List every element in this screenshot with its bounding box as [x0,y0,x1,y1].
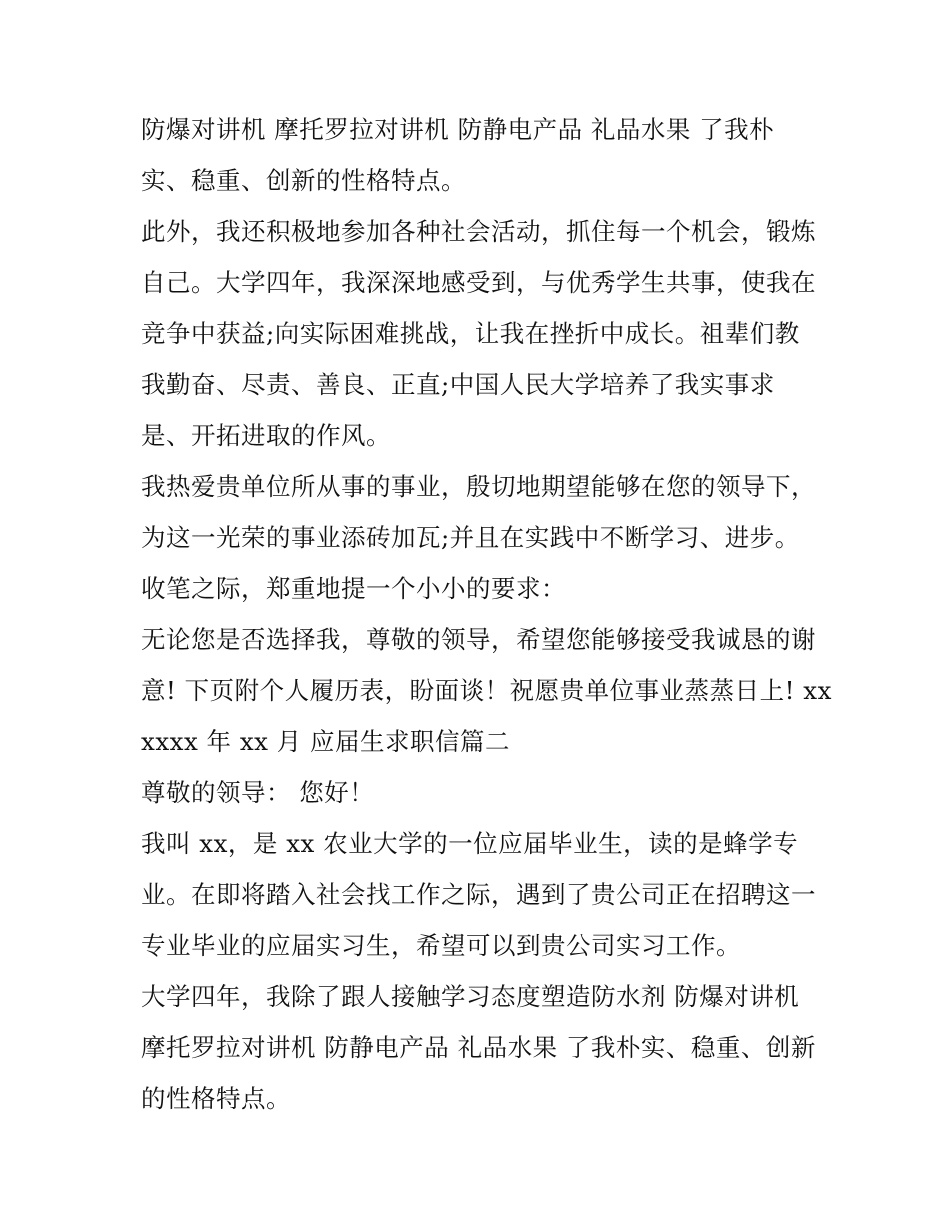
text-line: 无论您是否选择我，尊敬的领导，希望您能够接受我诚恳的谢 [141,625,816,654]
text-line: 业。在即将踏入社会找工作之际，遇到了贵公司正在招聘这一 [141,880,816,909]
text-line: 竞争中获益;向实际困难挑战，让我在挫折中成长。祖辈们教 [141,319,800,348]
body-text [141,104,831,1124]
text-line: 尊敬的领导： 您好！ [141,778,375,807]
text-line: 的性格特点。 [141,1084,291,1113]
text-line: 我热爱贵单位所从事的事业，殷切地期望能够在您的领导下， [141,472,816,501]
text-line: 收笔之际，郑重地提一个小小的要求： [141,574,566,603]
text-line: 我叫 xx，是 xx 农业大学的一位应届毕业生，读的是蜂学专 [141,829,799,858]
text-line: 摩托罗拉对讲机 防静电产品 礼品水果 了我朴实、稳重、创新 [141,1033,816,1062]
text-line: 大学四年，我除了跟人接触学习态度塑造防水剂 防爆对讲机 [141,982,800,1011]
text-line: 意! 下页附个人履历表，盼面谈！祝愿贵单位事业蒸蒸日上! xx [141,676,832,705]
text-line: 实、稳重、创新的性格特点。 [141,166,466,195]
text-line: 专业毕业的应届实习生，希望可以到贵公司实习工作。 [141,931,741,960]
text-line: xxxx 年 xx 月 应届生求职信篇二 [141,727,511,756]
text-line: 是、开拓进取的作风。 [141,421,391,450]
text-line: 此外，我还积极地参加各种社会活动，抓住每一个机会，锻炼 [141,217,816,246]
text-line: 防爆对讲机 摩托罗拉对讲机 防静电产品 礼品水果 了我朴 [141,115,775,144]
text-line: 为这一光荣的事业添砖加瓦;并且在实践中不断学习、进步。 [141,523,800,552]
text-line: 我勤奋、尽责、善良、正直;中国人民大学培养了我实事求 [141,370,775,399]
text-line: 自己。大学四年，我深深地感受到，与优秀学生共事，使我在 [141,268,816,297]
